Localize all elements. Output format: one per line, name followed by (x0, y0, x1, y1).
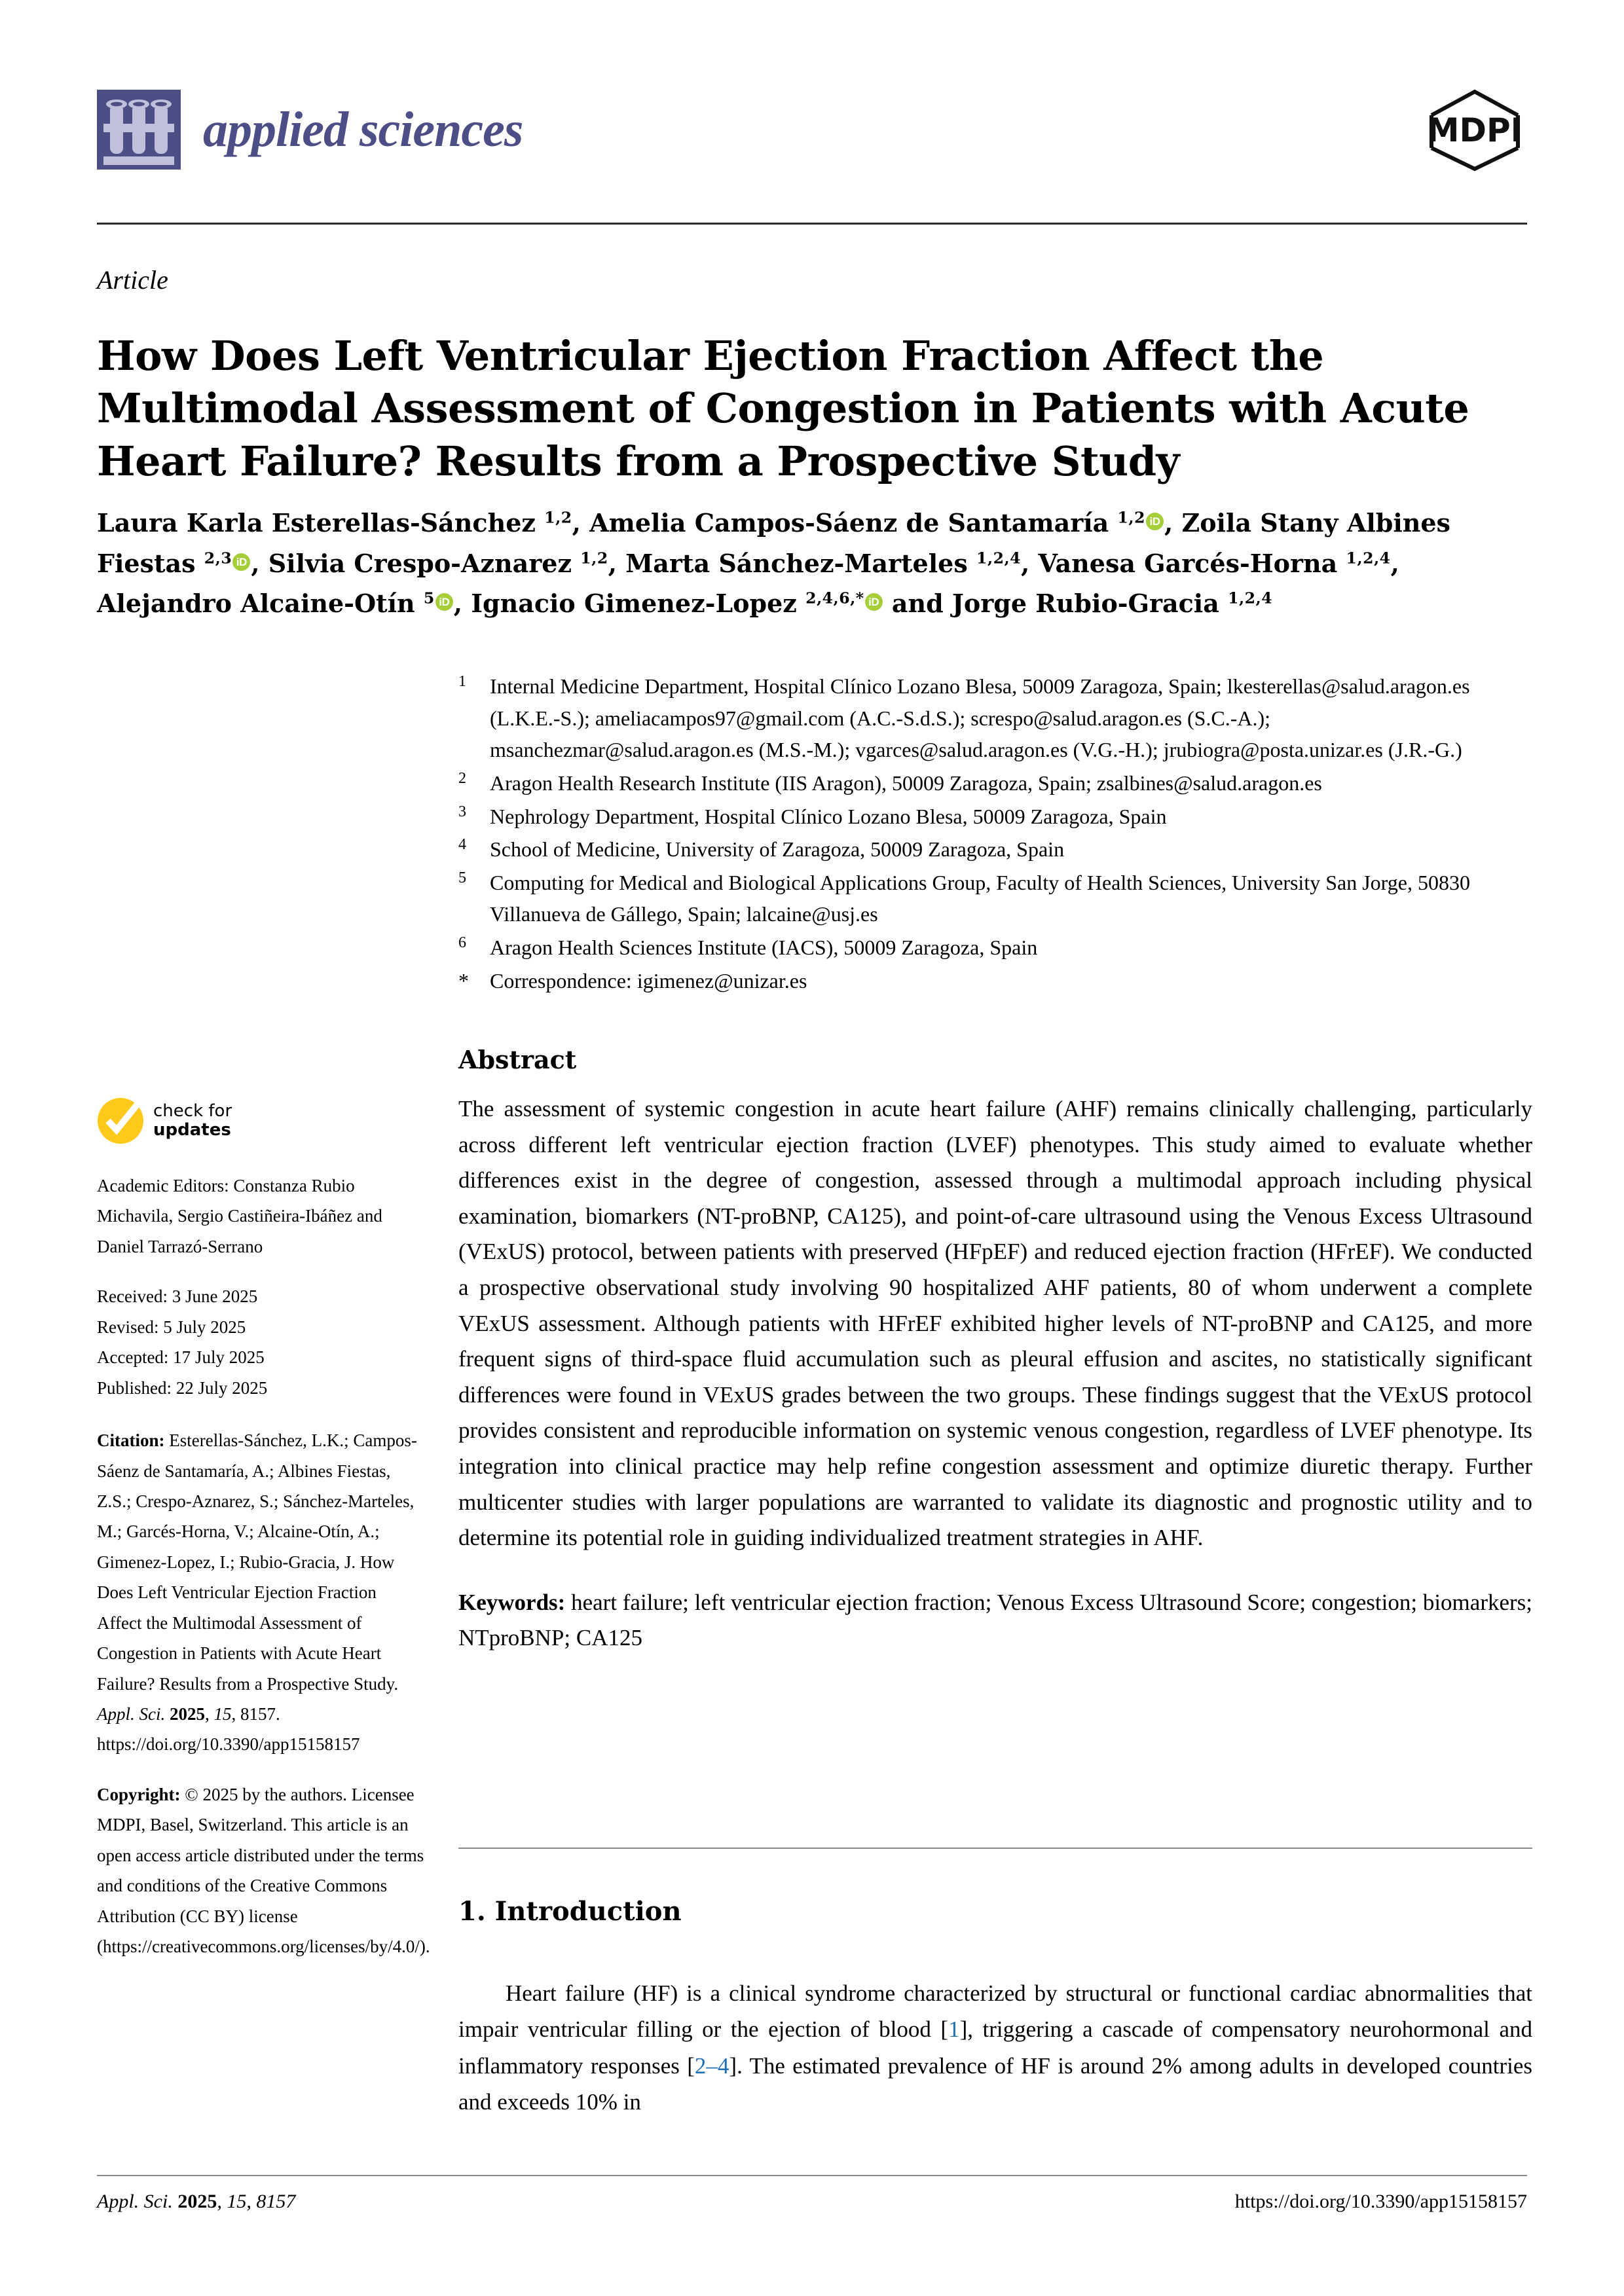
author-separator: , (453, 589, 471, 619)
author-affiliation-marker: 2,3 (204, 548, 232, 567)
affiliation-text: Aragon Health Research Institute (IIS Aragon), 50009 Zaragoza, Spain; zsalbines@salud.aragon.es (490, 771, 1322, 795)
journal-title: applied sciences (203, 102, 523, 157)
svg-text:MDPI: MDPI (1426, 111, 1523, 149)
affiliation-text: Internal Medicine Department, Hospital Clínico Lozano Blesa, 50009 Zaragoza, Spain; lkesterellas@salud.aragon.es (L.K.E.-S.); ameliacampos97@gmail.com (A.C.-S.d.S.); screspo@salud.aragon.es (S.C.-A.); msanchezmar@salud.aragon.es (M.S.-M.); vgarces@salud.aragon.es (V.G.-H.); jrubiogra@posta.unizar.es (J.R.-G.) (490, 674, 1470, 762)
author-affiliation-marker: 1,2 (1117, 508, 1145, 527)
author-separator: , (251, 548, 268, 578)
author-name: Marta Sánchez-Marteles (625, 548, 976, 578)
citation-text: Esterellas-Sánchez, L.K.; Campos-Sáenz de Santamaría, A.; Albines Fiestas, Z.S.; Crespo-Aznarez, S.; Sánchez-Marteles, M.; Garcés-Horna, V.; Alcaine-Otín, A.; Gimenez-Lopez, I.; Rubio-Gracia, J. How Does Left Ventricular Ejection Fraction Affect the Multimodal Assessment of Congestion in Patients with Acute Heart Failure? Results from a Prospective Study. (97, 1430, 417, 1694)
author-separator: , (1021, 548, 1039, 578)
affiliation-text: School of Medicine, University of Zaragoza, 50009 Zaragoza, Spain (490, 837, 1065, 862)
date-revised: Revised: 5 July 2025 (97, 1317, 246, 1337)
citation-block (97, 1425, 424, 1760)
footer-citation (97, 2191, 295, 2213)
footer-doi[interactable]: https://doi.org/10.3390/app15158157 (1234, 2191, 1527, 2212)
abstract-body: The assessment of systemic congestion in acute heart failure (AHF) remains clinically challenging, particularly across different left ventricular ejection fraction (LVEF) phenotypes. This study aimed to evaluate whether differences exist in the degree of congestion, assessed through a multimodal approach including physical examination, biomarkers (NT-proBNP, CA125), and point-of-care ultrasound using the Venous Excess Ultrasound (VExUS) protocol, between patients with preserved (HFpEF) and reduced ejection fraction (HFrEF). We conducted a prospective observational study involving 90 hospitalized AHF patients, 80 of whom underwent a complete VExUS assessment. Although patients with HFrEF exhibited higher levels of NT-proBNP and CA125, and more frequent signs of third-space fluid accumulation such as pleural effusion and ascites, no statistically significant differences were found in VExUS grades between the two groups. These findings suggest that the VExUS protocol provides consistent and reproducible information on systemic venous congestion, regardless of LVEF phenotype. Its integration into clinical practice may help refine congestion assessment and optimize diuretic therapy. Further multicenter studies with larger populations are warranted to validate its diagnostic and prognostic utility and to determine its potential role in guiding individualized treatment strategies in AHF. (458, 1096, 1532, 1551)
abstract-divider (458, 1848, 1532, 1849)
orcid-id-icon[interactable]: iD (865, 593, 883, 611)
citation-volume: 15 (213, 1704, 232, 1724)
affiliation-marker: 3 (458, 803, 466, 820)
author-list (97, 503, 1518, 624)
author-affiliation-marker: 1,2 (580, 548, 608, 567)
author-name: Ignacio Gimenez-Lopez (471, 589, 806, 619)
citation-label: Citation: (97, 1430, 165, 1451)
orcid-id-icon[interactable]: iD (435, 593, 453, 611)
citation-ref-2-4[interactable]: 2–4 (694, 2052, 729, 2079)
affiliation-text: Correspondence: igimenez@unizar.es (490, 968, 807, 993)
introduction-paragraph (458, 1975, 1532, 2120)
author-name: Jorge Rubio-Gracia (951, 589, 1228, 619)
author-affiliation-marker: 1,2,4 (1346, 548, 1391, 567)
citation-period: . (275, 1704, 285, 1724)
affiliation-marker: * (458, 968, 469, 993)
footer-journal: Appl. Sci. (97, 2191, 173, 2212)
header-divider (97, 223, 1527, 225)
footer-divider (97, 2175, 1527, 2176)
affiliation-row (458, 833, 1532, 866)
citation-year: 2025 (169, 1704, 205, 1724)
page-footer (97, 2191, 1527, 2213)
author-separator: , (608, 548, 626, 578)
author-separator: , (1390, 548, 1399, 578)
affiliation-row (458, 801, 1532, 833)
author-separator: and (883, 589, 952, 619)
sidebar (97, 1097, 430, 1982)
affiliation-row (458, 867, 1532, 930)
publication-dates (97, 1281, 424, 1403)
citation-comma-2: , (231, 1704, 240, 1724)
affiliation-text: Computing for Medical and Biological Applications Group, Faculty of Health Sciences, University San Jorge, 50830 Villanueva de Gállego, Spain; lalcaine@usj.es (490, 870, 1470, 926)
citation-article-number: 8157 (240, 1704, 276, 1724)
affiliation-marker: 6 (458, 934, 466, 951)
orcid-id-icon[interactable]: iD (232, 553, 250, 571)
affiliation-text: Aragon Health Sciences Institute (IACS), 50009 Zaragoza, Spain (490, 936, 1038, 959)
affiliation-text: Nephrology Department, Hospital Clínico Lozano Blesa, 50009 Zaragoza, Spain (490, 804, 1167, 828)
author-affiliation-marker: 2,4,6,* (805, 589, 864, 608)
author-name: Silvia Crespo-Aznarez (268, 548, 581, 578)
author-name: Amelia Campos-Sáenz de Santamaría (589, 508, 1118, 538)
keywords-label: Keywords: (458, 1589, 566, 1615)
author-name: Laura Karla Esterellas-Sánchez (97, 508, 545, 538)
page-title: How Does Left Ventricular Ejection Fraction Affect the Multimodal Assessment of Congestion in Patients with Acute Heart Failure? Results from a Prospective Study (97, 331, 1469, 485)
applied-sciences-flask-logo-icon (97, 90, 181, 170)
author-name: Alejandro Alcaine-Otín (97, 589, 424, 619)
section-heading-introduction: 1. Introduction (458, 1896, 682, 1927)
article-type-label: Article (97, 265, 168, 295)
keywords-line (458, 1585, 1532, 1656)
mdpi-publisher-logo-icon (1422, 88, 1527, 172)
journal-brand (97, 90, 523, 170)
affiliation-marker: 1 (458, 673, 466, 690)
citation-journal-abbrev: Appl. Sci. (97, 1704, 166, 1724)
affiliation-marker: 4 (458, 836, 466, 854)
intro-part-3: ]. The estimated prevalence of HF is around 2% among adults in developed countries and exceeds 10% in (458, 2052, 1532, 2115)
affiliation-marker: 2 (458, 769, 466, 787)
masthead (97, 84, 1527, 175)
footer-volume-page: , 15, 8157 (217, 2191, 296, 2212)
footer-year: 2025 (177, 2191, 217, 2212)
check-for-updates-badge[interactable] (97, 1097, 424, 1144)
author-affiliation-marker: 1,2,4 (1228, 589, 1273, 608)
citation-doi-line-2[interactable]: 10.3390/app15158157 (201, 1734, 360, 1755)
affiliation-marker: 5 (458, 869, 466, 886)
date-received: Received: 3 June 2025 (97, 1286, 258, 1307)
author-name: Zoila Stany Albines Fiestas (97, 508, 1450, 578)
author-affiliation-marker: 1,2 (544, 508, 572, 527)
author-name: Vanesa Garcés-Horna (1038, 548, 1346, 578)
copyright-block (97, 1779, 430, 1962)
affiliation-row (458, 932, 1532, 964)
copyright-label: Copyright: (97, 1784, 181, 1804)
academic-editors: Academic Editors: Constanza Rubio Michavila, Sergio Castiñeira-Ibáñez and Daniel Tarrazó-Serrano (97, 1176, 382, 1256)
author-separator: , (572, 508, 590, 538)
check-for-updates-label (153, 1102, 232, 1140)
cfu-line-1: check for (153, 1101, 232, 1121)
author-affiliation-marker: 5 (423, 589, 435, 608)
citation-ref-1[interactable]: 1 (948, 2016, 960, 2043)
citation-comma-1: , (204, 1704, 214, 1724)
affiliation-row (458, 670, 1532, 766)
affiliation-row (458, 767, 1532, 799)
affiliation-row (458, 965, 1532, 997)
intro-part-2: ], triggering a cascade of compensatory neurohormonal and inflammatory responses [ (458, 2016, 1532, 2079)
author-separator: , (1164, 508, 1182, 538)
citation-doi-line-1[interactable]: https://doi.org/ (97, 1734, 202, 1755)
cfu-line-2: updates (153, 1120, 231, 1140)
keywords-text: heart failure; left ventricular ejection fraction; Venous Excess Ultrasound Score; congestion; biomarkers; NTproBNP; CA125 (458, 1589, 1533, 1651)
intro-part-1: Heart failure (HF) is a clinical syndrome characterized by structural or functional cardiac abnormalities that impair ventricular filling or the ejection of blood [ (458, 1980, 1532, 2043)
affiliation-list (458, 670, 1532, 998)
check-circle-icon (97, 1097, 144, 1144)
date-published: Published: 22 July 2025 (97, 1377, 268, 1398)
orcid-id-icon[interactable]: iD (1146, 513, 1164, 530)
copyright-text: © 2025 by the authors. Licensee MDPI, Basel, Switzerland. This article is an open access article distributed under the terms and conditions of the Creative Commons Attribution (CC BY) license (https://creativecommons.org/licenses/by/4.0/). (97, 1784, 430, 1957)
date-accepted: Accepted: 17 July 2025 (97, 1347, 265, 1368)
abstract-heading: Abstract (458, 1045, 577, 1074)
author-affiliation-marker: 1,2,4 (976, 548, 1022, 567)
main-column (458, 1045, 1532, 1656)
